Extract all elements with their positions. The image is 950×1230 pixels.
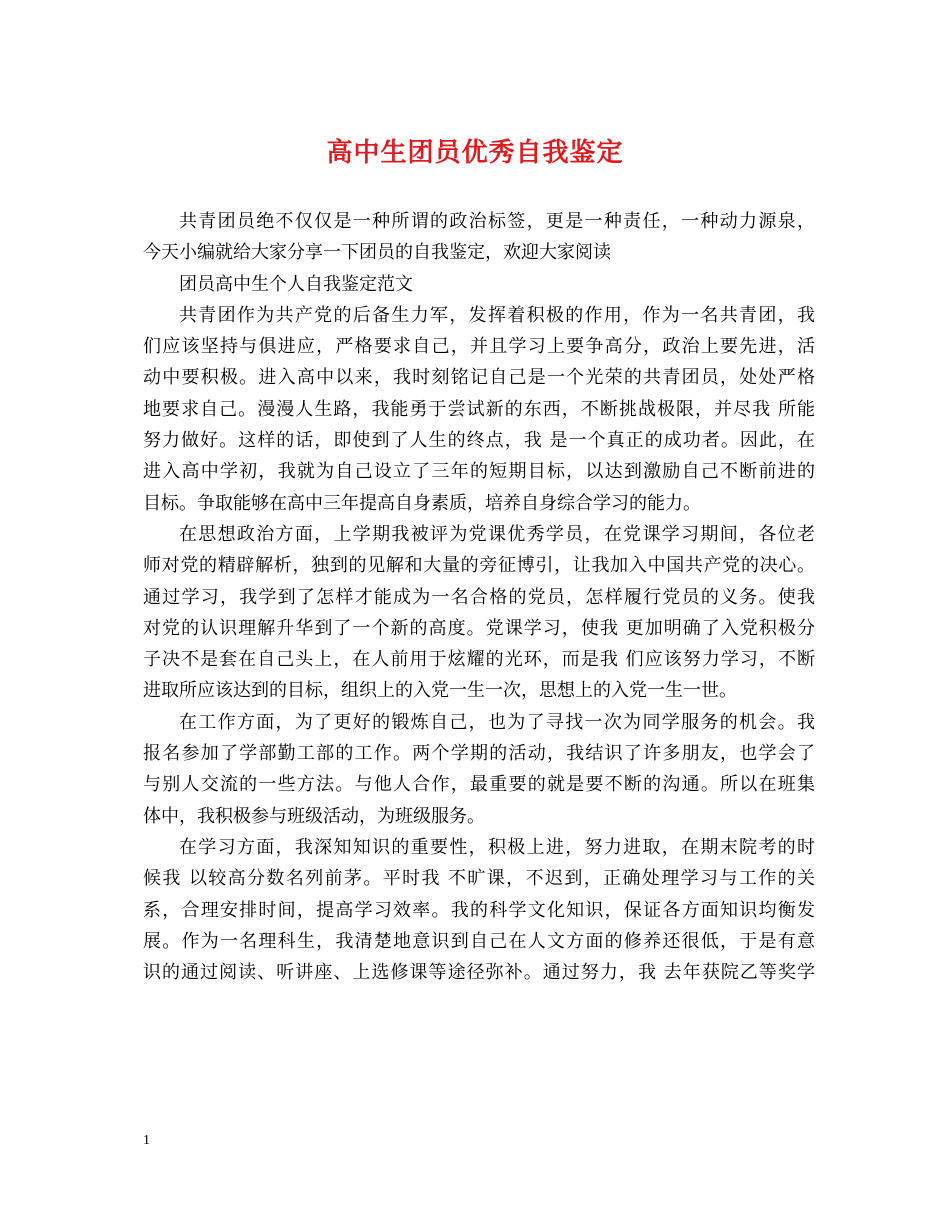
paragraph-line: 在学习方面，我深知知识的重要性，积极上进，努力进取，在期末院考的时 — [179, 836, 815, 858]
paragraph-line: 努力做好。这样的话，即使到了人生的终点，我 是一个真正的成功者。因此，在 — [143, 430, 815, 452]
paragraph-line: 今天小编就给大家分享一下团员的自我鉴定，欢迎大家阅读 — [143, 242, 611, 264]
document-body — [143, 206, 815, 988]
paragraph-line: 识的通过阅读、听讲座、上选修课等途径弥补。通过努力，我 去年获院乙等奖学 — [143, 962, 815, 984]
paragraph-line: 体中，我积极参与班级活动，为班级服务。 — [143, 805, 485, 827]
paragraph-line: 在思想政治方面，上学期我被评为党课优秀学员，在党课学习期间，各位老 — [179, 523, 815, 545]
paragraph-line: 动中要积极。进入高中以来，我时刻铭记自己是一个光荣的共青团员，处处严格 — [143, 367, 815, 389]
paragraph-line: 进入高中学初，我就为自己设立了三年的短期目标，以达到激励自己不断前进的 — [143, 461, 815, 483]
page-number: 1 — [143, 1133, 150, 1148]
paragraph-line: 进取所应该达到的目标，组织上的入党一生一次，思想上的入党一生一世。 — [143, 680, 737, 702]
section-heading: 团员高中生个人自我鉴定范文 — [179, 273, 413, 295]
paragraph-line: 系，合理安排时间，提高学习效率。我的科学文化知识，保证各方面知识均衡发 — [143, 899, 815, 921]
paragraph-line: 们应该坚持与俱进应，严格要求自己，并且学习上要争高分，政治上要先进，活 — [143, 336, 815, 358]
paragraph-line: 在工作方面，为了更好的锻炼自己，也为了寻找一次为同学服务的机会。我 — [179, 711, 815, 733]
paragraph-line: 通过学习，我学到了怎样才能成为一名合格的党员，怎样履行党员的义务。使我 — [143, 586, 815, 608]
paragraph-line: 候我 以较高分数名列前茅。平时我 不旷课，不迟到，正确处理学习与工作的关 — [143, 868, 815, 890]
paragraph-line: 地要求自己。漫漫人生路，我能勇于尝试新的东西，不断挑战极限，并尽我 所能 — [143, 398, 815, 420]
paragraph-line: 共青团作为共产党的后备生力军，发挥着积极的作用，作为一名共青团，我 — [179, 304, 815, 326]
paragraph-line: 展。作为一名理科生，我清楚地意识到自己在人文方面的修养还很低，于是有意 — [143, 930, 815, 952]
paragraph-line: 与别人交流的一些方法。与他人合作，最重要的就是要不断的沟通。所以在班集 — [143, 774, 815, 796]
paragraph-line: 目标。争取能够在高中三年提高自身素质，培养自身综合学习的能力。 — [143, 492, 701, 514]
paragraph-line: 子决不是套在自己头上，在人前用于炫耀的光环，而是我 们应该努力学习，不断 — [143, 649, 815, 671]
document-title: 高中生团员优秀自我鉴定 — [326, 138, 624, 168]
paragraph-line: 报名参加了学部勤工部的工作。两个学期的活动，我结识了许多朋友，也学会了 — [143, 743, 815, 765]
paragraph-line: 共青团员绝不仅仅是一种所谓的政治标签，更是一种责任，一种动力源泉， — [179, 211, 815, 232]
paragraph-line: 对党的认识理解升华到了一个新的高度。党课学习，使我 更加明确了入党积极分 — [143, 617, 815, 639]
paragraph-line: 师对党的精辟解析，独到的见解和大量的旁征博引，让我加入中国共产党的决心。 — [143, 555, 815, 577]
